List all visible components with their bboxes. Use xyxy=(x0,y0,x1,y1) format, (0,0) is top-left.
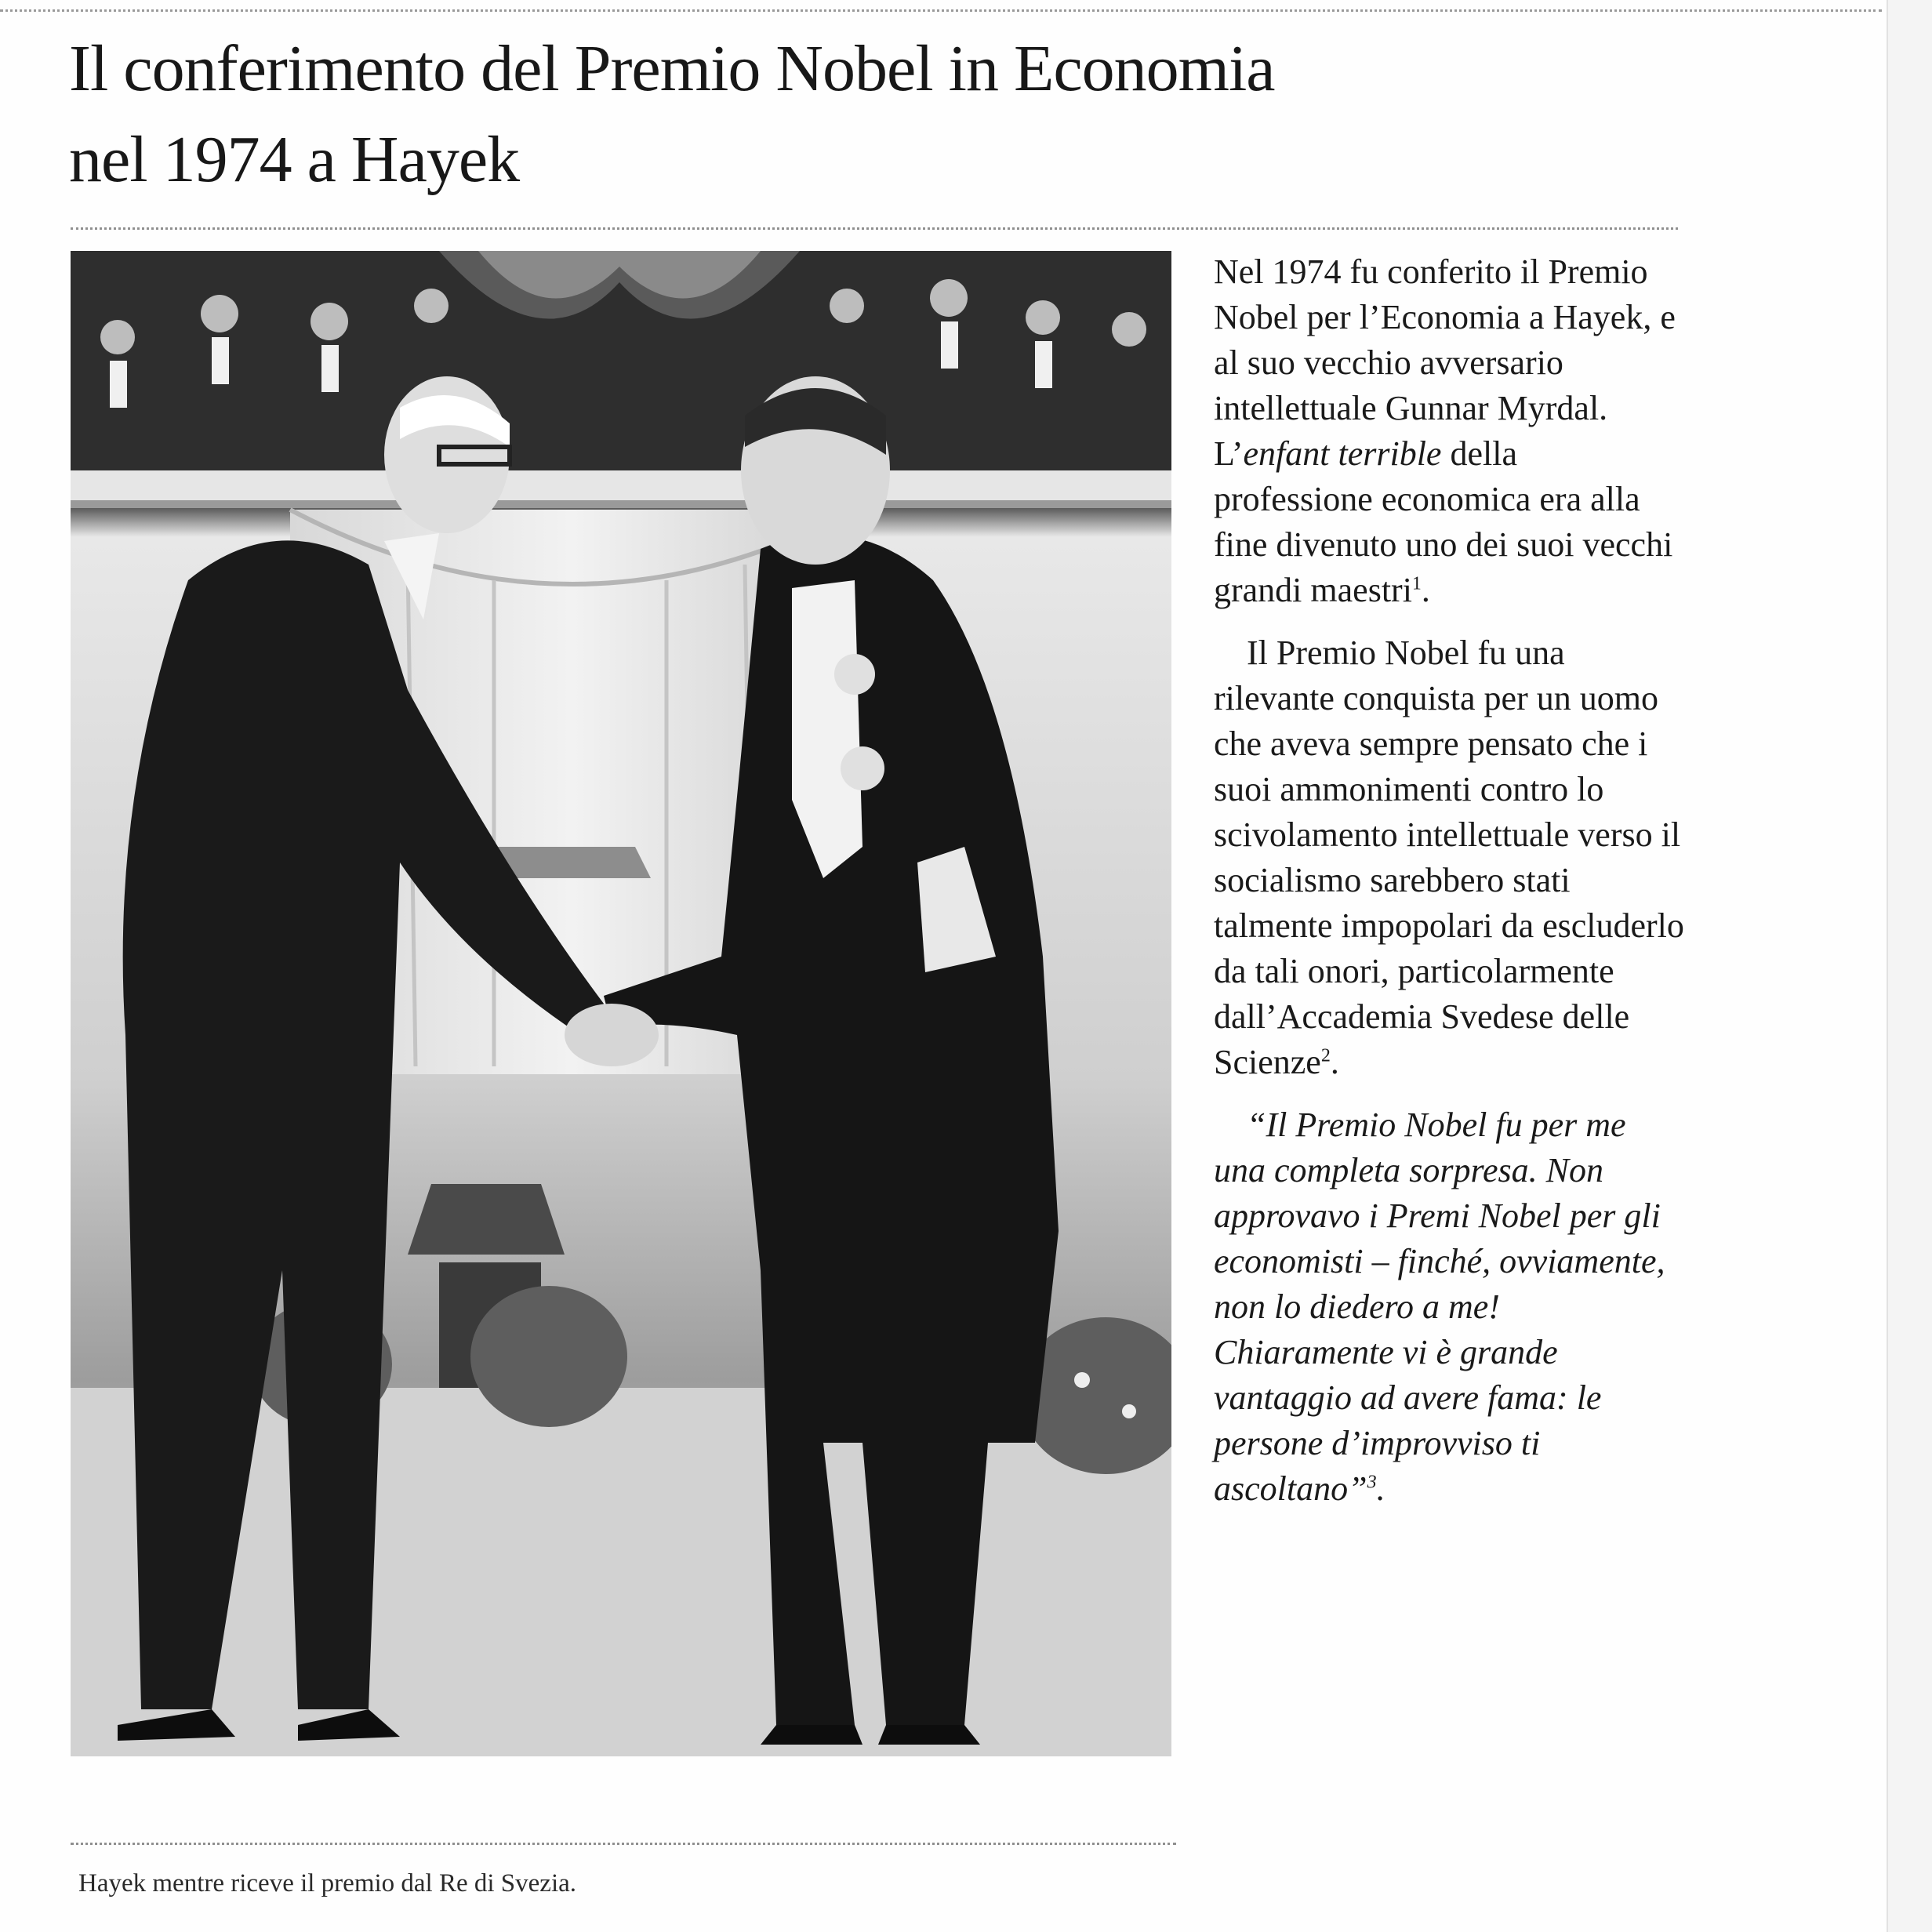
top-dotted-rule xyxy=(0,9,1882,12)
handshake xyxy=(565,1004,659,1066)
medal-star-bottom xyxy=(841,746,884,790)
page-edge xyxy=(1887,0,1932,1932)
paragraph-1-text-b: della professione economica era alla fine divenuto uno dei suoi vecchi grandi maestri xyxy=(1214,434,1673,609)
paragraph-2-text: Il Premio Nobel fu una rilevante conquista per un uomo che aveva sempre pensato che i suoi ammonimenti contro lo scivolamento intellettuale verso il socialismo sarebbero stati talmente impopolari da escluderlo da tali onori, particolarmente dall’Accademia Svedese delle Scienze xyxy=(1214,634,1684,1081)
paragraph-1 xyxy=(1214,249,1684,613)
quote-text: “Il Premio Nobel fu per me una completa sorpresa. Non approvavo i Premi Nobel per gli economisti – finché, ovviamente, non lo diedero a me! Chiaramente vi è grande vantaggio ad avere fama: le persone d’improvviso ti ascoltano” xyxy=(1214,1106,1665,1508)
paragraph-2-end: . xyxy=(1330,1043,1339,1081)
medal-star-top xyxy=(834,654,875,695)
quote-end: . xyxy=(1376,1469,1385,1508)
photo-caption: Hayek mentre riceve il premio dal Re di Svezia. xyxy=(78,1869,577,1898)
paragraph-1-italic: enfant terrible xyxy=(1243,434,1442,473)
podium-bust xyxy=(408,1184,565,1255)
article-body xyxy=(1214,249,1684,1529)
title-line-1: Il conferimento del Premio Nobel in Economia xyxy=(69,32,1275,105)
paragraph-1-text-a: Nel 1974 fu conferito il Premio Nobel per l’Economia a Hayek, e al suo vecchio avversario intellettuale Gunnar Myrdal. L’ xyxy=(1214,252,1676,473)
paragraph-2 xyxy=(1214,630,1684,1085)
quote-paragraph xyxy=(1214,1102,1684,1512)
page-title xyxy=(69,24,1402,205)
title-line-2: nel 1974 a Hayek xyxy=(69,123,520,196)
photo-illustration xyxy=(71,251,1171,1756)
paragraph-1-end: . xyxy=(1421,571,1430,609)
title-divider xyxy=(71,227,1678,230)
footnote-ref-3: 3 xyxy=(1367,1472,1377,1493)
orchestra-balcony xyxy=(71,251,1171,478)
nobel-ceremony-photo xyxy=(71,251,1171,1756)
footnote-ref-2: 2 xyxy=(1320,1045,1331,1066)
balcony-railing xyxy=(71,470,1171,502)
footnote-ref-1: 1 xyxy=(1411,573,1422,594)
caption-divider xyxy=(71,1843,1176,1845)
